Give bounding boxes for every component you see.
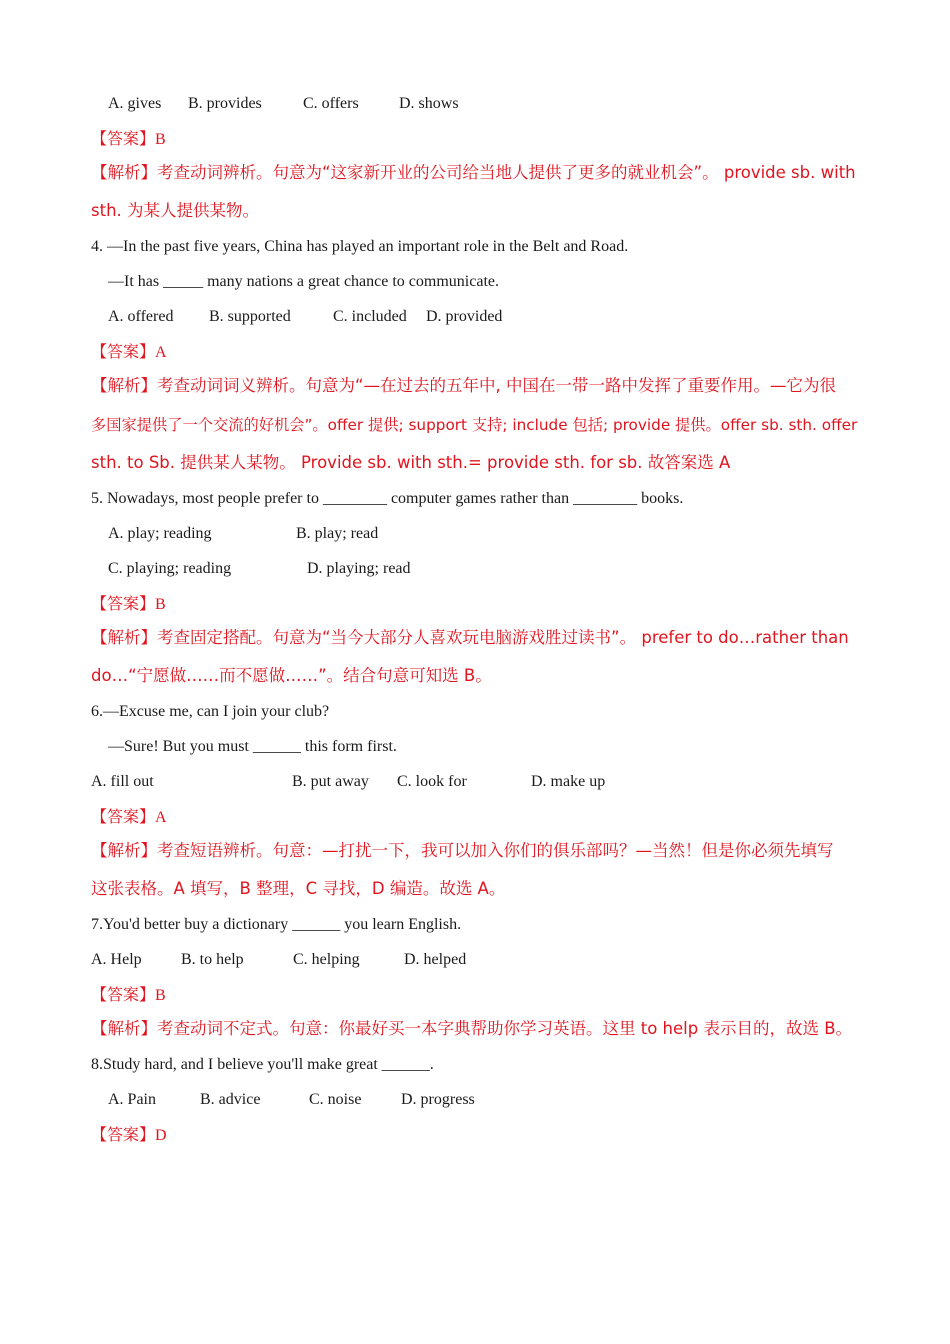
q8-option-a: A. Pain — [108, 1091, 156, 1108]
q5-option-b: B. play; read — [296, 525, 379, 542]
q7-option-d: D. helped — [404, 951, 467, 968]
q5-answer: 【答案】B — [91, 594, 166, 613]
q4-option-b: B. supported — [209, 308, 291, 325]
q7-option-b: B. to help — [181, 951, 244, 968]
q5-option-c: C. playing; reading — [108, 560, 232, 577]
q6-question-line: 6.—Excuse me, can I join your club? — [91, 703, 330, 720]
q8-question-line: 8.Study hard, and I believe you'll make great ______. — [91, 1056, 434, 1073]
q6-option-d: D. make up — [531, 773, 606, 790]
q5-analysis-line: 【解析】考查固定搭配。句意为“当今大部分人喜欢玩电脑游戏胜过读书”。 prefer to do…rather than — [91, 628, 849, 647]
q5-option-a: A. play; reading — [108, 525, 212, 542]
q3-answer: 【答案】B — [91, 129, 166, 148]
q3-option-c: C. offers — [303, 95, 359, 112]
q6-option-a: A. fill out — [91, 773, 154, 790]
q4-analysis-line: sth. to Sb. 提供某人某物。 Provide sb. with sth.= provide sth. for sb. 故答案选 A — [91, 453, 731, 472]
q4-analysis-line: 多国家提供了一个交流的好机会”。offer 提供; support 支持; include 包括; provide 提供。offer sb. sth. offer — [91, 416, 858, 434]
q8-option-c: C. noise — [309, 1091, 362, 1108]
q3-analysis-line: sth. 为某人提供某物。 — [91, 201, 260, 220]
q5-question-line: 5. Nowadays, most people prefer to ________ computer games rather than ________ books. — [91, 490, 684, 507]
q7-analysis-line: 【解析】考查动词不定式。句意：你最好买一本字典帮助你学习英语。这里 to help 表示目的，故选 B。 — [91, 1019, 853, 1038]
q8-option-b: B. advice — [200, 1091, 261, 1108]
q4-option-d: D. provided — [426, 308, 503, 325]
q6-option-b: B. put away — [292, 773, 369, 790]
q6-option-c: C. look for — [397, 773, 467, 790]
q7-option-c: C. helping — [293, 951, 360, 968]
q6-analysis-line: 这张表格。A 填写，B 整理，C 寻找，D 编造。故选 A。 — [91, 879, 506, 898]
q3-option-d: D. shows — [399, 95, 459, 112]
q3-option-a: A. gives — [108, 95, 162, 112]
q5-analysis-line: do…“宁愿做……而不愿做……”。结合句意可知选 B。 — [91, 666, 492, 685]
q4-question-line: 4. —In the past five years, China has played an important role in the Belt and Road. — [91, 238, 629, 255]
q4-option-a: A. offered — [108, 308, 174, 325]
q7-answer: 【答案】B — [91, 985, 166, 1004]
q4-option-c: C. included — [333, 308, 407, 325]
q3-option-b: B. provides — [188, 95, 262, 112]
q7-option-a: A. Help — [91, 951, 142, 968]
q8-answer: 【答案】D — [91, 1125, 167, 1144]
q7-question-line: 7.You'd better buy a dictionary ______ you learn English. — [91, 916, 462, 933]
q5-option-d: D. playing; read — [307, 560, 411, 577]
q6-analysis-line: 【解析】考查短语辨析。句意：—打扰一下，我可以加入你们的俱乐部吗？—当然！但是你必须先填写 — [91, 841, 834, 860]
q3-analysis-line: 【解析】考查动词辨析。句意为“这家新开业的公司给当地人提供了更多的就业机会”。 provide sb. with — [91, 163, 856, 182]
q4-analysis-line: 【解析】考查动词词义辨析。句意为“—在过去的五年中, 中国在一带一路中发挥了重要作用。—它为很 — [91, 376, 837, 395]
q4-question-line: —It has _____ many nations a great chance to communicate. — [108, 273, 499, 290]
q6-question-line: —Sure! But you must ______ this form first. — [108, 738, 397, 755]
q8-option-d: D. progress — [401, 1091, 475, 1108]
q4-answer: 【答案】A — [91, 342, 167, 361]
q6-answer: 【答案】A — [91, 807, 167, 826]
